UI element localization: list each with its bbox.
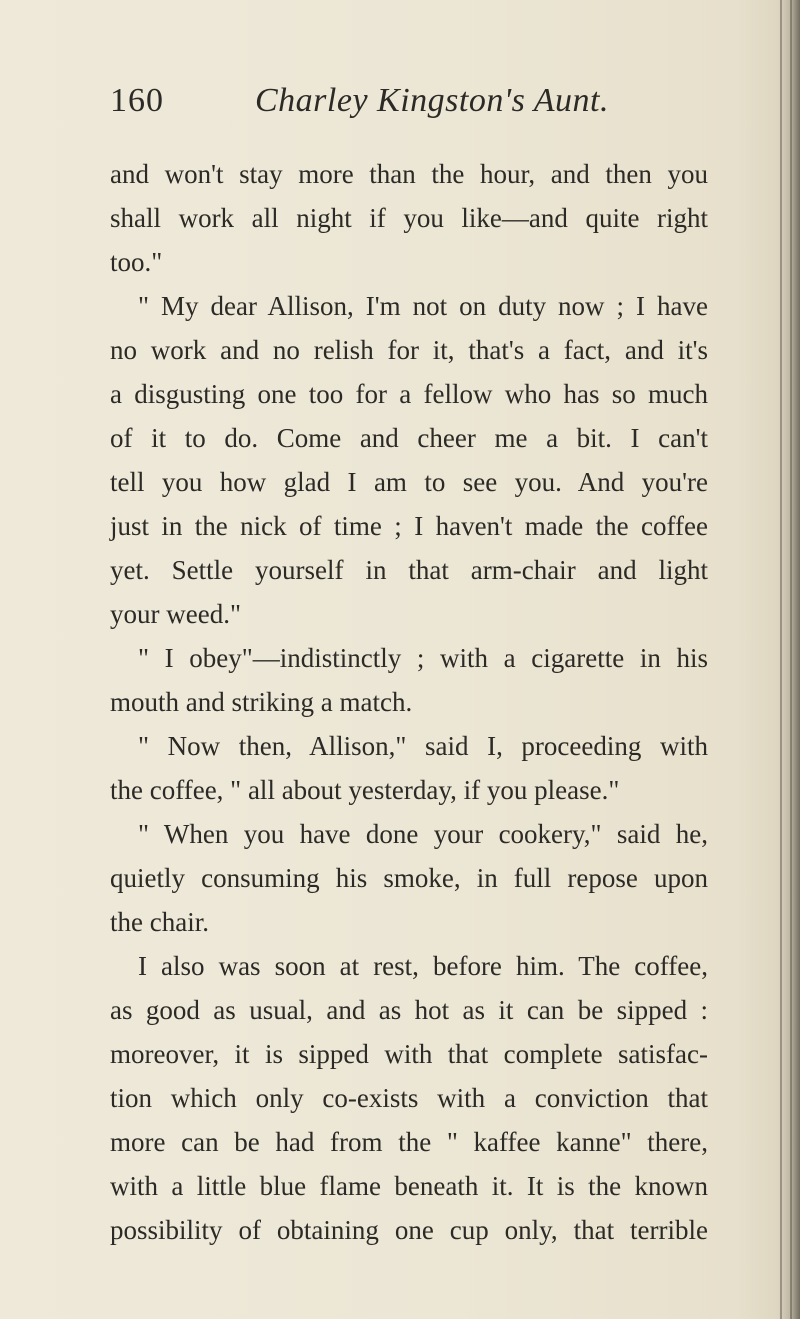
text-line: the chair. — [110, 907, 209, 937]
text-line: more can be had from the " kaffee kanne" there, — [110, 1127, 708, 1157]
body-text — [110, 152, 708, 1252]
text-line: " Now then, Allison," said I, proceeding with — [138, 731, 708, 761]
page-header — [110, 82, 710, 138]
text-line: as good as usual, and as hot as it can be sipped : — [110, 995, 708, 1025]
text-line: a disgusting one too for a fellow who has so much — [110, 379, 708, 409]
page-edge-shadow — [778, 0, 800, 1319]
text-line: mouth and striking a match. — [110, 687, 413, 717]
text-line: yet. Settle yourself in that arm-chair and light — [110, 555, 708, 585]
text-line: tell you how glad I am to see you. And you're — [110, 467, 708, 497]
text-line: with a little blue flame beneath it. It is the known — [110, 1171, 708, 1201]
text-line: " I obey"—indistinctly ; with a cigarette in his — [138, 643, 708, 673]
text-line: and won't stay more than the hour, and then you — [110, 159, 708, 189]
text-line: I also was soon at rest, before him. The coffee, — [138, 951, 708, 981]
text-line: no work and no relish for it, that's a fact, and it's — [110, 335, 708, 365]
text-line: tion which only co-exists with a conviction that — [110, 1083, 708, 1113]
text-line: possibility of obtaining one cup only, that terrible — [110, 1215, 708, 1245]
text-line: moreover, it is sipped with that complete satisfac- — [110, 1039, 708, 1069]
page-number: 160 — [110, 82, 164, 119]
text-line: " When you have done your cookery," said he, — [138, 819, 708, 849]
text-line: shall work all night if you like—and quite right — [110, 203, 708, 233]
text-line: too." — [110, 247, 163, 277]
text-line: your weed." — [110, 599, 241, 629]
text-line: of it to do. Come and cheer me a bit. I can't — [110, 423, 708, 453]
running-title: Charley Kingston's Aunt. — [255, 82, 609, 119]
text-line: quietly consuming his smoke, in full repose upon — [110, 863, 708, 893]
text-line: just in the nick of time ; I haven't made the coffee — [110, 511, 708, 541]
text-line: " My dear Allison, I'm not on duty now ; I have — [138, 291, 708, 321]
text-line: the coffee, " all about yesterday, if you please." — [110, 775, 620, 805]
